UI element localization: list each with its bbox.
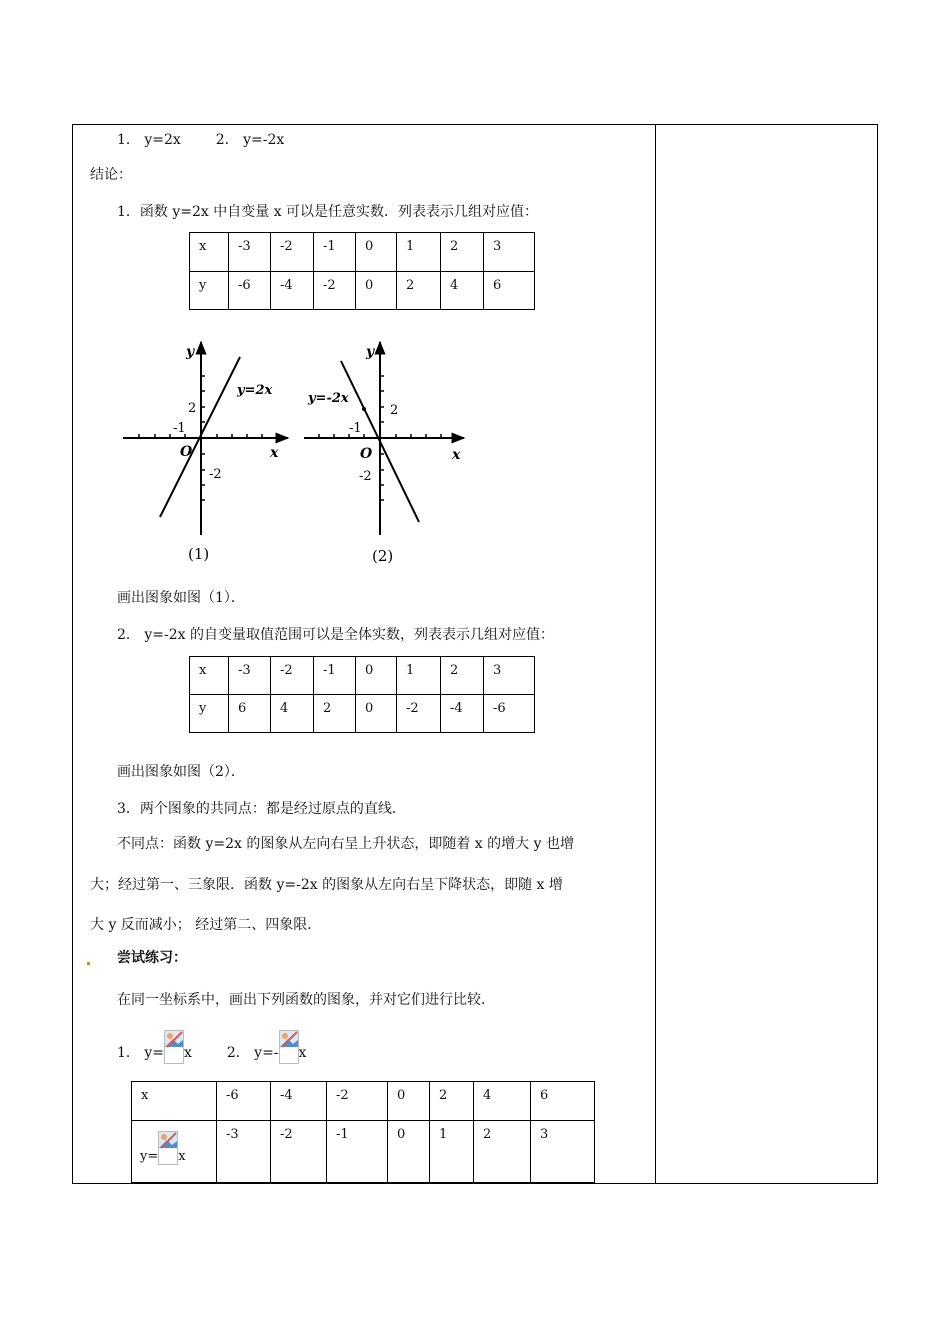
graph-2-point: [362, 407, 366, 411]
table-header-y: y: [190, 695, 229, 733]
table-header-x: x: [190, 233, 229, 272]
graph-1-caption: (1): [188, 545, 210, 563]
value-table-1: [189, 232, 535, 310]
table-cell: -2: [271, 1121, 327, 1183]
table-cell: -6: [229, 272, 271, 310]
table-cell: 2: [397, 272, 441, 310]
graph-1-x-label: x: [270, 445, 279, 461]
draw-1-text: 画出图象如图（1）．: [117, 590, 245, 606]
table-cell: 0: [356, 695, 397, 733]
table-cell: 2: [314, 695, 356, 733]
point-3-text: 3．两个图象的共同点：都是经过原点的直线．: [117, 801, 406, 817]
conclusion-label: 结论：: [90, 167, 132, 183]
table-cell: 2: [441, 657, 484, 695]
table-cell: 0: [356, 272, 397, 310]
difference-line-2: 大；经过第一、三象限．函数 y=-2x 的图象从左向右呈下降状态，即随 x 增: [90, 877, 563, 893]
table-cell: 1: [397, 657, 441, 695]
practice-item-1-suffix: x: [184, 1045, 192, 1061]
table-header-y: y: [190, 272, 229, 310]
table-cell: -6: [484, 695, 535, 733]
graph-2-tick-neg1: -1: [349, 421, 362, 436]
table-cell: 0: [388, 1121, 430, 1183]
graph-1-tick-neg1: -1: [173, 421, 186, 436]
table-cell: 0: [356, 233, 397, 272]
intro-item-1: 1． y=2x: [117, 132, 181, 148]
table-cell: 3: [484, 657, 535, 695]
practice-instruction: 在同一坐标系中，画出下列函数的图象，并对它们进行比较．: [117, 992, 495, 1008]
table-cell: -1: [327, 1121, 388, 1183]
graph-1-tick-2: 2: [188, 401, 197, 416]
table-cell: 6: [229, 695, 271, 733]
table-cell: -3: [229, 657, 271, 695]
fraction-image-icon: [164, 1030, 184, 1064]
table-cell: 3: [484, 233, 535, 272]
table-cell: 3: [531, 1121, 595, 1183]
column-divider: [655, 125, 656, 1183]
table-header-x: x: [132, 1082, 217, 1121]
table-row: [132, 1082, 595, 1121]
table-cell: 2: [474, 1121, 531, 1183]
table-cell: -3: [229, 233, 271, 272]
intro-item-2: 2． y=-2x: [215, 132, 285, 148]
table-row: [190, 272, 535, 310]
table-cell: -2: [327, 1082, 388, 1121]
table-cell: 2: [430, 1082, 474, 1121]
table-cell: 4: [271, 695, 314, 733]
intro-line: [117, 130, 284, 150]
table-cell: -3: [217, 1121, 271, 1183]
graph-1-tick-neg2: -2: [209, 467, 222, 482]
graph-2-caption: (2): [372, 547, 394, 565]
table-cell: -2: [314, 272, 356, 310]
table-cell: 4: [441, 272, 484, 310]
table-header-x: x: [190, 657, 229, 695]
table-cell: 1: [430, 1121, 474, 1183]
function-graphs: [110, 330, 480, 570]
table-cell: -1: [314, 657, 356, 695]
difference-line-3: 大 y 反而减小； 经过第二、四象限．: [90, 917, 322, 933]
table-row: [132, 1121, 595, 1183]
y-label-suffix: x: [178, 1148, 186, 1164]
table-row: [190, 233, 535, 272]
table-cell: 0: [388, 1082, 430, 1121]
point-2-text: 2． y=-2x 的自变量取值范围可以是全体实数，列表表示几组对应值：: [117, 627, 554, 643]
practice-item-1-prefix: 1． y=: [117, 1045, 164, 1061]
y-label-prefix: y=: [140, 1148, 159, 1164]
graph-2-x-label: x: [452, 447, 461, 463]
practice-item-2-suffix: x: [298, 1045, 307, 1061]
green-dot-marker: [87, 962, 90, 965]
table-header-y: [132, 1121, 217, 1183]
table-cell: -2: [397, 695, 441, 733]
table-cell: -1: [314, 233, 356, 272]
table-cell: -2: [271, 657, 314, 695]
point-1-text: 1．函数 y=2x 中自变量 x 可以是任意实数．列表表示几组对应值：: [117, 204, 539, 220]
graph-2-tick-neg2: -2: [359, 469, 372, 484]
table-row: [190, 695, 535, 733]
table-cell: -4: [271, 1082, 327, 1121]
graph-1-line-label: y=2x: [237, 383, 273, 398]
practice-table: [131, 1081, 595, 1183]
table-row: [190, 657, 535, 695]
table-cell: 1: [397, 233, 441, 272]
value-table-2: [189, 656, 535, 733]
practice-items: [117, 1036, 306, 1070]
table-cell: -4: [271, 272, 314, 310]
table-cell: 0: [356, 657, 397, 695]
graph-2-y-label: y: [366, 344, 375, 360]
draw-2-text: 画出图象如图（2）．: [117, 764, 245, 780]
table-cell: -4: [441, 695, 484, 733]
fraction-image-icon: [158, 1131, 178, 1165]
graph-1-origin-label: O: [180, 444, 193, 460]
table-cell: 2: [441, 233, 484, 272]
graph-1: [123, 342, 288, 563]
graph-2-tick-2: 2: [390, 403, 399, 418]
table-cell: 6: [531, 1082, 595, 1121]
difference-line-1: 不同点：函数 y=2x 的图象从左向右呈上升状态，即随着 x 的增大 y 也增: [117, 836, 574, 852]
table-cell: -2: [271, 233, 314, 272]
graph-2: [304, 342, 464, 565]
table-cell: 4: [474, 1082, 531, 1121]
graph-2-line-label: y=-2x: [308, 391, 349, 406]
table-cell: 6: [484, 272, 535, 310]
practice-item-2-prefix: 2． y=-: [226, 1045, 279, 1061]
graph-1-y-label: y: [186, 344, 195, 360]
table-cell: -6: [217, 1082, 271, 1121]
graph-2-origin-label: O: [360, 446, 373, 462]
practice-title: 尝试练习：: [117, 950, 187, 966]
fraction-image-icon: [279, 1030, 299, 1064]
